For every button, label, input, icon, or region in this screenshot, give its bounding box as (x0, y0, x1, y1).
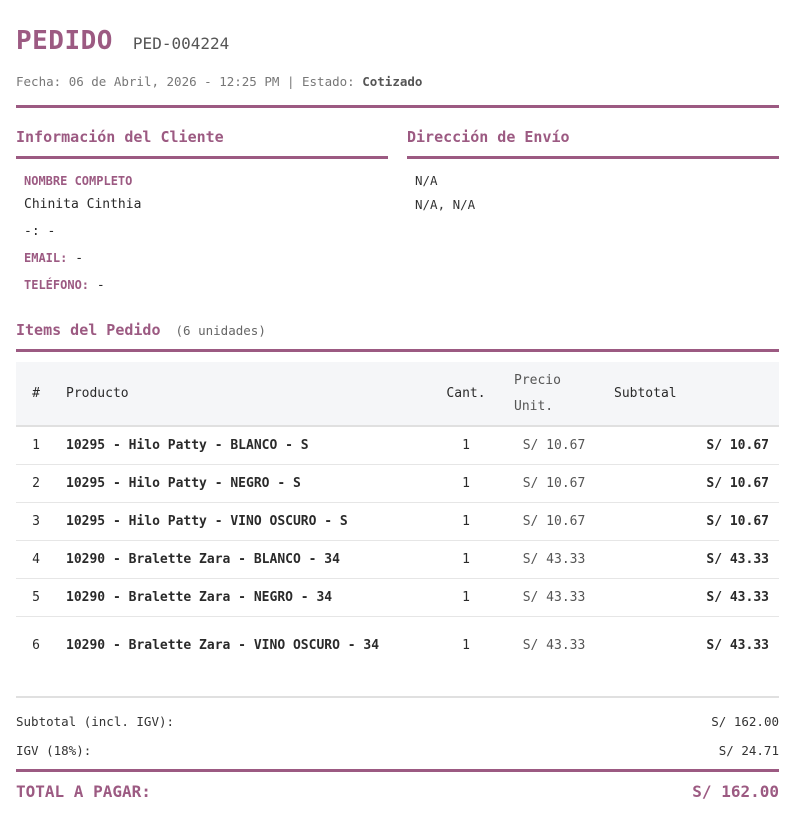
row-product: 10290 - Bralette Zara - BLANCO - 34 (56, 540, 428, 578)
items-section (16, 321, 779, 674)
igv-label: IGV (18%): (16, 743, 92, 758)
subtotal-row (16, 707, 779, 736)
row-subtotal: S/ 10.67 (604, 502, 779, 540)
order-meta (16, 74, 779, 89)
status-value: Cotizado (362, 74, 423, 89)
row-price: S/ 10.67 (504, 464, 604, 502)
client-info (16, 159, 388, 299)
subtotal-label: Subtotal (incl. IGV): (16, 714, 175, 729)
row-num: 3 (16, 502, 56, 540)
col-product-header: Producto (56, 362, 428, 426)
row-price: S/ 10.67 (504, 426, 604, 464)
row-num: 6 (32, 637, 40, 653)
total-row (16, 769, 779, 801)
row-product: 10295 - Hilo Patty - BLANCO - S (56, 426, 428, 464)
row-subtotal: S/ 10.67 (604, 426, 779, 464)
email-value: - (75, 251, 84, 266)
row-price: S/ 43.33 (504, 578, 604, 616)
table-row (16, 502, 779, 540)
client-section (16, 128, 388, 299)
meta-separator: | (286, 74, 295, 89)
shipping-line-1: N/A (415, 173, 438, 188)
row-qty: 1 (462, 637, 470, 653)
full-name-label: NOMBRE COMPLETO (24, 174, 133, 188)
order-header (16, 0, 779, 89)
status-label: Estado: (302, 74, 355, 89)
row-price: S/ 43.33 (522, 637, 586, 653)
total-value: S/ 162.00 (692, 782, 779, 801)
document-line: -: - (24, 224, 56, 239)
table-row (16, 578, 779, 616)
table-row (16, 616, 779, 674)
title-row (16, 26, 779, 56)
col-subtotal-header: Subtotal (604, 362, 779, 426)
order-id: PED-004224 (132, 34, 230, 53)
igv-row (16, 736, 779, 765)
phone-value: - (96, 278, 105, 293)
phone-line (24, 272, 380, 299)
shipping-info (407, 159, 779, 219)
total-label: TOTAL A PAGAR: (16, 782, 151, 801)
header-divider (16, 105, 779, 108)
igv-value: S/ 24.71 (718, 743, 779, 758)
row-subtotal: S/ 43.33 (706, 637, 769, 653)
items-section-title (16, 321, 779, 352)
email-label: EMAIL: (24, 251, 68, 265)
col-price-header: Precio Unit. (504, 362, 604, 426)
row-subtotal: S/ 43.33 (604, 540, 779, 578)
items-count: (6 unidades) (175, 323, 266, 338)
row-product: 10290 - Bralette Zara - VINO OSCURO - 34 (66, 637, 380, 653)
col-qty-header: Cant. (428, 362, 504, 426)
row-subtotal: S/ 43.33 (604, 578, 779, 616)
items-table (16, 362, 779, 674)
shipping-section-title: Dirección de Envío (407, 128, 779, 159)
row-qty: 1 (428, 540, 504, 578)
info-columns (16, 128, 779, 299)
email-line (24, 245, 380, 272)
row-qty: 1 (428, 578, 504, 616)
client-section-title: Información del Cliente (16, 128, 388, 159)
row-product: 10290 - Bralette Zara - NEGRO - 34 (56, 578, 428, 616)
items-title-text: Items del Pedido (16, 321, 161, 339)
row-num: 5 (16, 578, 56, 616)
subtotal-value: S/ 162.00 (711, 714, 779, 729)
shipping-line-2: N/A, N/A (415, 197, 476, 212)
row-num: 4 (16, 540, 56, 578)
row-num: 2 (16, 464, 56, 502)
date-label: Fecha: (16, 74, 62, 89)
row-num: 1 (16, 426, 56, 464)
row-price: S/ 10.67 (504, 502, 604, 540)
full-name-value: Chinita Cinthia (24, 197, 142, 212)
table-row (16, 464, 779, 502)
row-product: 10295 - Hilo Patty - NEGRO - S (56, 464, 428, 502)
row-price: S/ 43.33 (504, 540, 604, 578)
shipping-section (407, 128, 779, 299)
totals-section (16, 696, 779, 801)
table-header-row (16, 362, 779, 426)
page-title: PEDIDO (16, 26, 113, 56)
row-qty: 1 (428, 502, 504, 540)
phone-label: TELÉFONO: (24, 278, 90, 292)
col-num-header: # (16, 362, 56, 426)
table-row (16, 540, 779, 578)
row-product: 10295 - Hilo Patty - VINO OSCURO - S (56, 502, 428, 540)
row-qty: 1 (428, 426, 504, 464)
row-qty: 1 (428, 464, 504, 502)
date-value: 06 de Abril, 2026 - 12:25 PM (68, 74, 280, 89)
table-row (16, 426, 779, 464)
row-subtotal: S/ 10.67 (604, 464, 779, 502)
